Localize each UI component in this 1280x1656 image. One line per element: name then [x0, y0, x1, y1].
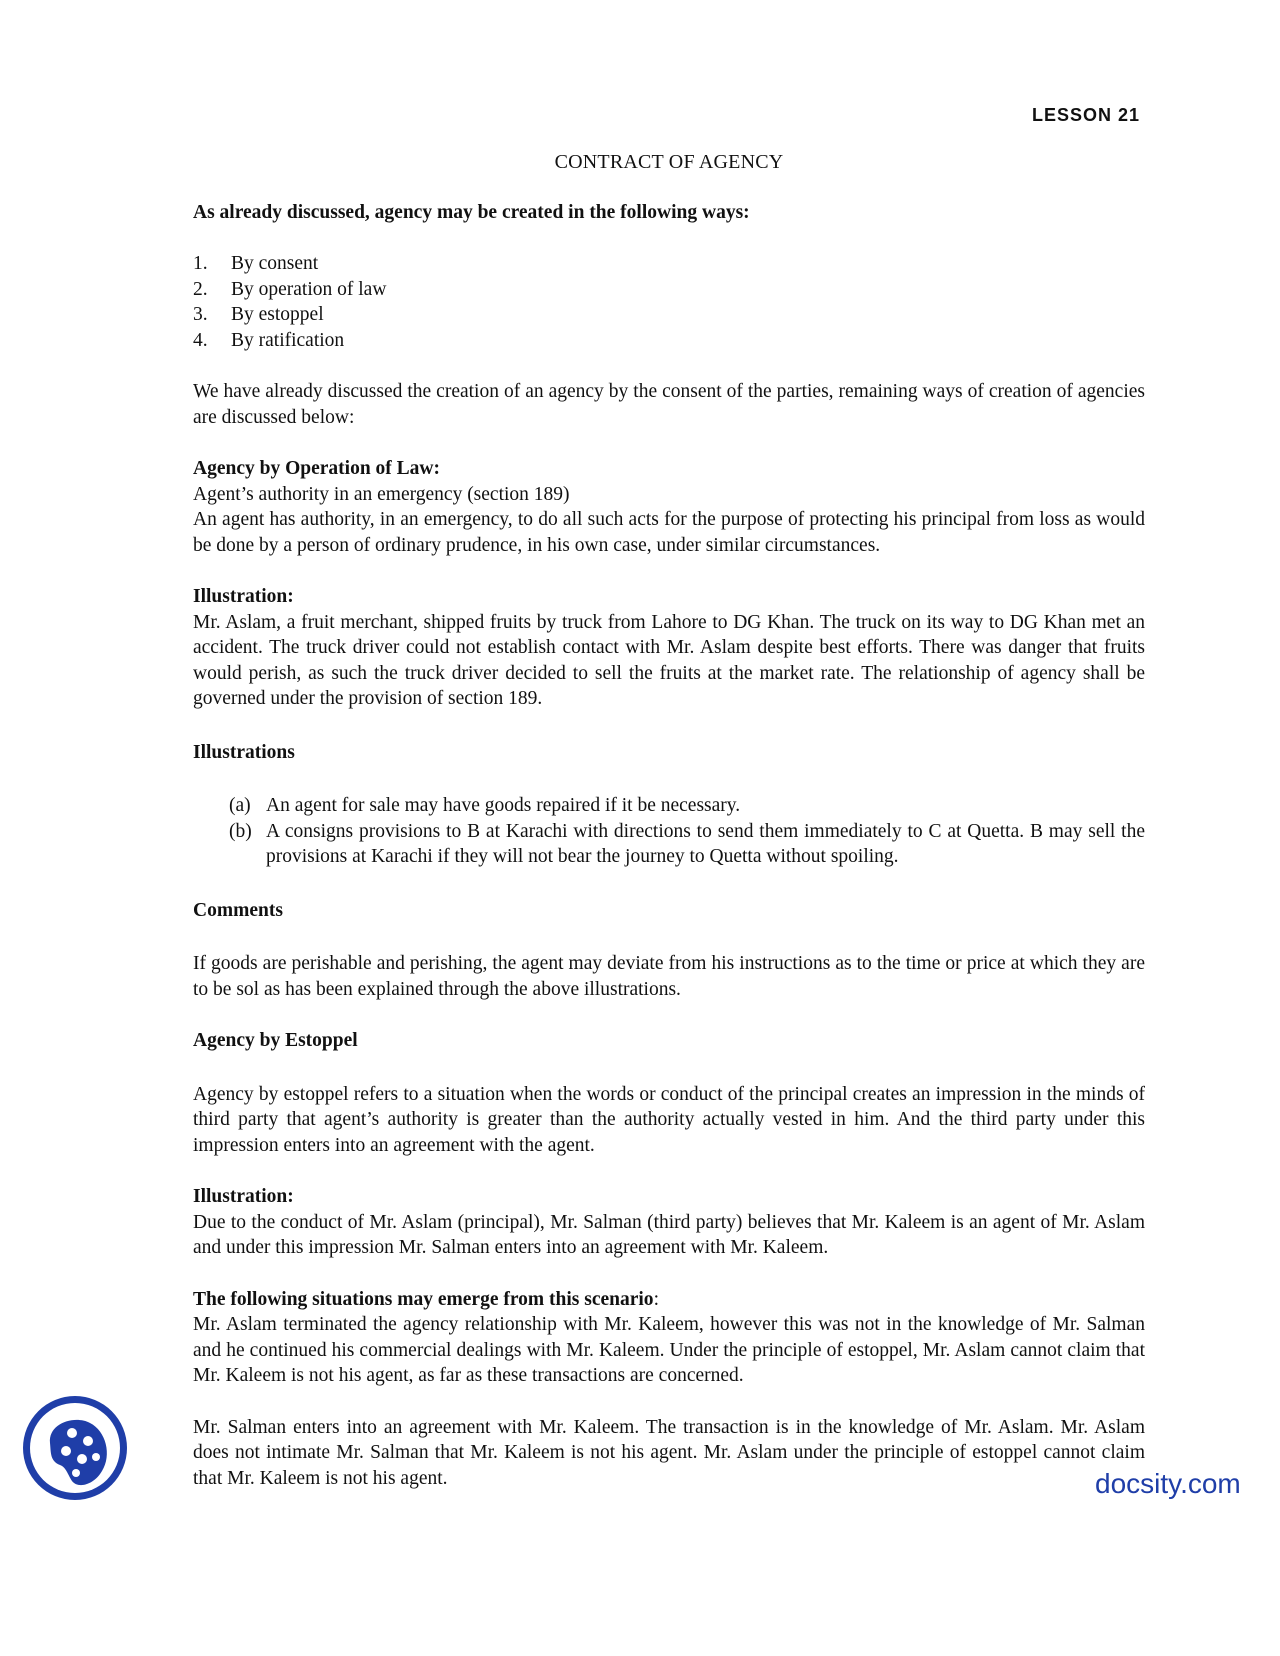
comments-heading: Comments — [193, 899, 283, 921]
estoppel-paragraph: Agency by estoppel refers to a situation when the words or conduct of the principal creates an impression in the minds of third party that agent’s authority is greater than the authority actually vested in him. And the third party under this impression enters into an agreement with the agent. — [193, 1083, 1145, 1156]
list-number: 1. — [193, 253, 208, 274]
list-item — [193, 302, 1145, 328]
list-text: By consent — [231, 253, 319, 274]
document-body — [193, 150, 1145, 1491]
operation-of-law-subheading: Agent’s authority in an emergency (section 189) — [193, 483, 570, 505]
situations-heading: The following situations may emerge from this scenario — [193, 1288, 654, 1310]
list-letter: (b) — [229, 820, 252, 842]
ways-list — [193, 251, 1145, 353]
intro-paragraph: We have already discussed the creation of an agency by the consent of the parties, remaining ways of creation of agencies are discussed below: — [193, 381, 1145, 428]
list-text: By estoppel — [231, 304, 324, 325]
estoppel-illustration-text: Due to the conduct of Mr. Aslam (principal), Mr. Salman (third party) believes that Mr. Kaleem is an agent of Mr. Aslam and under this impression Mr. Salman enters into an agreement with Mr. Kaleem. — [193, 1211, 1145, 1258]
list-text: A consigns provisions to B at Karachi with directions to send them immediately to C at Quetta. B may sell the provisions at Karachi if they will not bear the journey to Quetta without spoiling. — [266, 820, 1145, 867]
list-number: 3. — [193, 304, 208, 325]
situations-colon: : — [653, 1288, 659, 1310]
list-letter: (a) — [229, 795, 251, 816]
list-number: 4. — [193, 329, 208, 351]
lesson-label: LESSON 21 — [1031, 105, 1140, 125]
list-item — [229, 793, 1145, 819]
comments-text: If goods are perishable and perishing, the agent may deviate from his instructions as to the time or price at which they are to be sol as has been explained through the above illustrations. — [193, 953, 1145, 1000]
operation-of-law-heading: Agency by Operation of Law: — [193, 458, 440, 479]
list-number: 2. — [193, 278, 208, 300]
list-item — [193, 251, 1145, 277]
estoppel-heading: Agency by Estoppel — [193, 1030, 358, 1051]
illustration-text: Mr. Aslam, a fruit merchant, shipped fruits by truck from Lahore to DG Khan. The truck on its way to DG Khan met an accident. The truck driver could not establish contact with Mr. Aslam despite best efforts. There was danger that fruits would perish, as such the truck driver decided to sell the fruits at the market rate. The relationship of agency shall be governed under the provision of section 189. — [193, 611, 1145, 709]
operation-of-law-paragraph: An agent has authority, in an emergency, to do all such acts for the purpose of protecting his principal from loss as would be done by a person of ordinary prudence, in his own case, under similar circumstances. — [193, 509, 1145, 556]
situations-heading-line — [193, 1287, 1145, 1313]
illustrations-list — [193, 793, 1145, 870]
intro-heading: As already discussed, agency may be created in the following ways: — [193, 201, 750, 223]
list-text: By ratification — [231, 329, 345, 351]
situation-2: Mr. Salman enters into an agreement with Mr. Kaleem. The transaction is in the knowledge of Mr. Aslam. Mr. Aslam does not intimate Mr. Salman that Mr. Kaleem is not his agent. Mr. Aslam under the principle of estoppel cannot claim that Mr. Kaleem is not his agent. — [193, 1416, 1145, 1489]
illustrations-heading: Illustrations — [193, 741, 295, 763]
situation-1: Mr. Aslam terminated the agency relationship with Mr. Kaleem, however this was not in the knowledge of Mr. Salman and he continued his commercial dealings with Mr. Kaleem. Under the principle of estoppel, Mr. Aslam cannot claim that Mr. Kaleem is not his agent, as far as these transactions are concerned. — [193, 1314, 1145, 1386]
docsity-brand-link[interactable]: docsity.com — [1095, 1468, 1241, 1499]
list-text: An agent for sale may have goods repaired if it be necessary. — [266, 795, 741, 816]
list-item — [229, 819, 1145, 870]
page-title: CONTRACT OF AGENCY — [554, 151, 784, 173]
docsity-logo-icon[interactable] — [20, 1393, 130, 1503]
illustration-heading: Illustration: — [193, 586, 294, 607]
list-text: By operation of law — [231, 278, 387, 300]
estoppel-illustration-heading: Illustration: — [193, 1186, 294, 1207]
list-item — [193, 328, 1145, 354]
list-item — [193, 277, 1145, 303]
